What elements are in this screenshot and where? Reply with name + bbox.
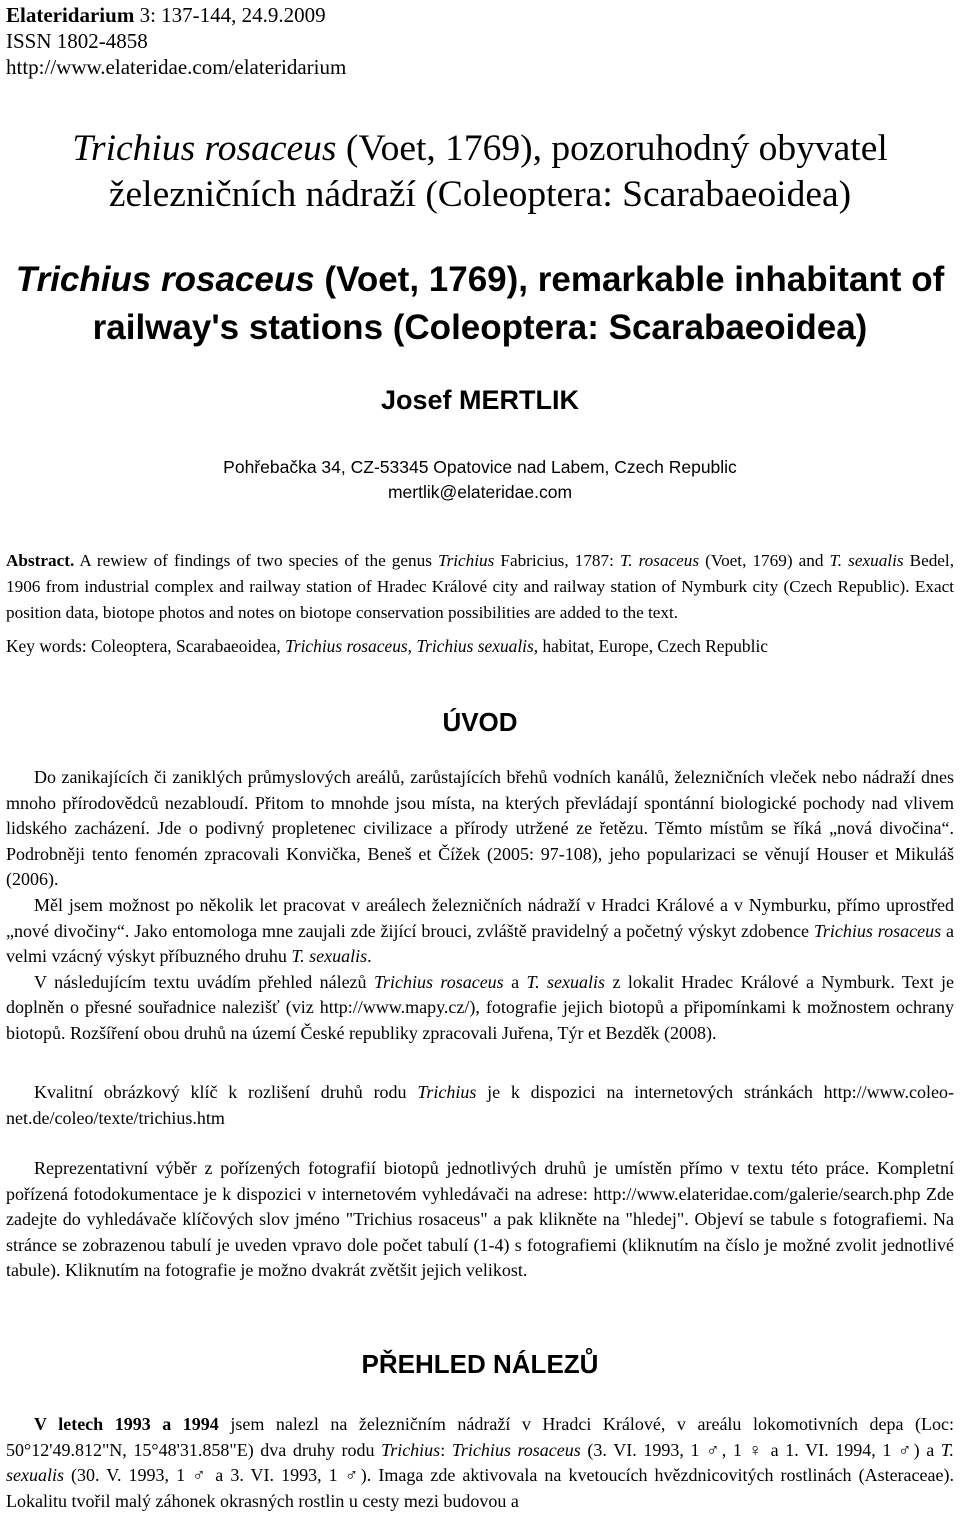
keywords-text: , habitat, Europe, Czech Republic	[533, 636, 768, 656]
abstract-text: (Voet, 1769) and	[699, 551, 830, 570]
section-heading-uvod: ÚVOD	[442, 707, 518, 737]
coleo-net-note	[6, 1080, 954, 1131]
abstract-genus: Trichius	[437, 551, 495, 570]
journal-name: Elateridarium	[6, 3, 135, 27]
title-cz-line2: železničních nádraží (Coleoptera: Scarabaeoidea)	[108, 174, 852, 215]
keywords-text: ,	[407, 636, 417, 656]
title-en-species: Trichius rosaceus	[15, 260, 315, 299]
keywords	[6, 633, 954, 659]
abstract-text: Bedel, 1906 from industrial complex and railway station of Hradec Králové city and railway station of Nymburk city (Czech Republic). Exact position data, biotope photos and notes on biotope conservation possibilities are added to the text.	[6, 551, 955, 622]
abstract-species: T. rosaceus	[619, 551, 700, 570]
abstract-species: T. sexualis	[829, 551, 904, 570]
title-english	[0, 256, 960, 352]
photo-note	[6, 1156, 954, 1284]
journal-header	[6, 2, 346, 80]
uvod-paragraph-1: Do zanikajících či zaniklých průmyslových areálů, zarůstajících břehů vodních kanálů, železničních vleček nebo nádraží dnes mnoho přírodovědců nezabloudí. Přitom to mnohde jsou místa, na kterých převládají spontánní biologické pochody nad vlivem lidského zacházení. Jde o podivný propletenec civilizace a přírody utržené ze řetězu. Těmto místům se říká „nová divočina“. Podrobněji tento fenomén zpracovali Konvička, Beneš et Čížek (2005: 97-108), jeho popularizaci se věnují Houser et Mikuláš (2006).	[6, 767, 954, 890]
author-address: Pohřebačka 34, CZ-53345 Opatovice nad Labem, Czech Republic	[223, 457, 737, 477]
title-en-line1: (Voet, 1769), remarkable inhabitant of	[314, 260, 945, 299]
abstract-label: Abstract.	[6, 551, 75, 570]
prehled-body	[6, 1412, 954, 1514]
abstract	[6, 548, 954, 626]
volume-pages-date: 3: 137-144, 24.9.2009	[134, 3, 326, 27]
abstract-text: Fabricius, 1787:	[494, 551, 620, 570]
prehled-paragraph-1: V letech 1993 a 1994 jsem nalezl na železničním nádraží v Hradci Králové, v areálu lokomotivních depa (Loc: 50°12'49.812"N, 15°48'31.858"E) dva druhy rodu Trichius: Trichius rosaceus (3. VI. 1993, 1 ♂, 1 ♀ a 1. VI. 1994, 1 ♂) a T. sexualis (30. V. 1993, 1 ♂ a 3. VI. 1993, 1 ♂). Imaga zde aktivovala na kvetoucích hvězdnicovitých rostlinách (Asteraceae). Lokalitu tvořil malý záhonek okrasných rostlin u cesty mezi budovou a	[6, 1414, 954, 1511]
journal-url[interactable]: http://www.elateridae.com/elateridarium	[6, 55, 347, 79]
journal-citation	[6, 2, 346, 28]
author-name: Josef MERTLIK	[380, 385, 580, 415]
abstract-text: A rewiew of findings of two species of the genus	[74, 551, 438, 570]
keywords-text: Key words: Coleoptera, Scarabaeoidea,	[6, 636, 286, 656]
uvod-body	[6, 765, 954, 1047]
keyword-species: Trichius rosaceus	[285, 636, 408, 656]
section-heading-prehled: PŘEHLED NÁLEZŮ	[361, 1349, 599, 1379]
uvod-paragraph-4: Kvalitní obrázkový klíč k rozlišení druhů rodu Trichius je k dispozici na internetových stránkách http://www.coleo-net.de/coleo/texte/trichius.htm	[6, 1082, 954, 1128]
keyword-species: Trichius sexualis	[416, 636, 534, 656]
title-cz-line1: (Voet, 1769), pozoruhodný obyvatel	[336, 128, 888, 169]
title-cz-species: Trichius rosaceus	[72, 128, 337, 169]
author-affiliation	[0, 455, 960, 505]
uvod-paragraph-2: Měl jsem možnost po několik let pracovat v areálech železničních nádraží v Hradci Králové a v Nymburku, přímo uprostřed „nové divočiny“. Jako entomologa mne zaujali zde žijící brouci, zvláště pravidelný a početný výskyt zdobence Trichius rosaceus a velmi vzácný výskyt příbuzného druhu T. sexualis.	[6, 894, 954, 967]
uvod-paragraph-3: V následujícím textu uvádím přehled nálezů Trichius rosaceus a T. sexualis z lokalit Hradec Králové a Nymburk. Text je doplněn o přesné souřadnice nalezišť (viz http://www.mapy.cz/), fotografie jejich biotopů a připomínkami k možnostem ochrany biotopů. Rozšíření obou druhů na území České republiky zpracovali Juřena, Týr et Bezděk (2008).	[6, 971, 954, 1043]
title-czech	[0, 126, 960, 218]
author-email[interactable]: mertlik@elateridae.com	[387, 482, 573, 502]
issn: ISSN 1802-4858	[6, 29, 148, 53]
uvod-paragraph-5: Reprezentativní výběr z pořízených fotografií biotopů jednotlivých druhů je umístěn přímo v textu této práce. Kompletní pořízená fotodokumentace je k dispozici v internetovém vyhledávači na adrese: http://www.elateridae.com/galerie/search.php Zde zadejte do vyhledávače klíčových slov jméno "Trichius rosaceus" a pak klikněte na "hledej". Objeví se tabule s fotografiemi. Na stránce se zobrazenou tabulí je uveden vpravo dole počet tabulí (1-4) s fotografiemi (kliknutím na číslo je možné zvolit jednotlivé tabule). Kliknutím na fotografie je možno dvakrát zvětšit jejich velikost.	[6, 1158, 954, 1281]
title-en-line2: railway's stations (Coleoptera: Scarabaeoidea)	[92, 308, 868, 347]
